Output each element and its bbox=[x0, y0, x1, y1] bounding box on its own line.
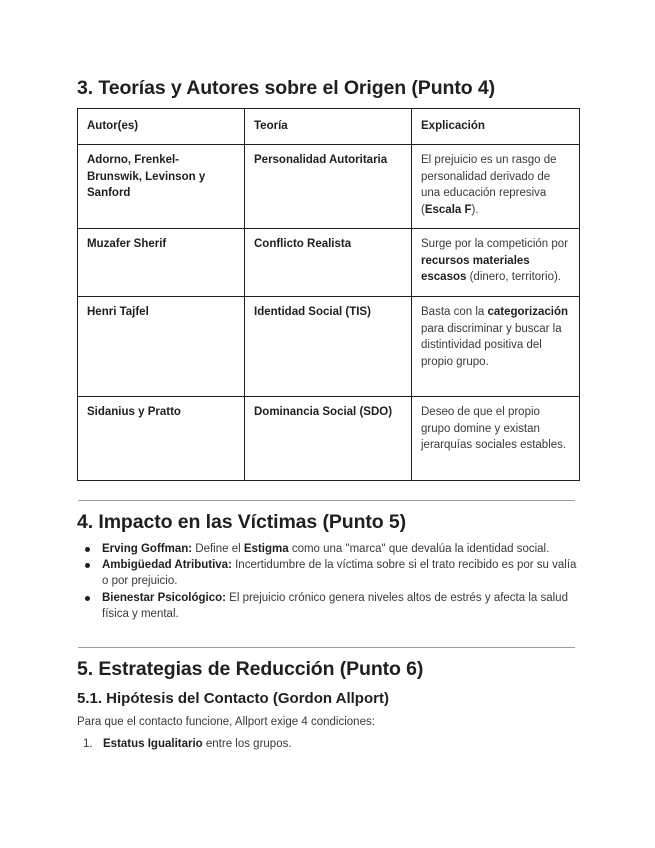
impact-bullet-list bbox=[77, 541, 577, 622]
table-row bbox=[78, 397, 580, 481]
explanation-text: Deseo de que el propio grupo domine y existan jerarquías sociales estables. bbox=[421, 406, 567, 451]
bullet-icon bbox=[85, 596, 90, 601]
explanation-bold: categorización bbox=[487, 306, 569, 318]
header-explanation: Explicación bbox=[412, 109, 580, 145]
explanation-cell bbox=[412, 229, 580, 297]
bullet-term: Bienestar Psicológico: bbox=[102, 591, 226, 604]
bullet-text: El prejuicio crónico genera niveles altos de estrés y afecta la salud física y mental. bbox=[102, 591, 568, 620]
theory-cell: Identidad Social (TIS) bbox=[245, 297, 412, 397]
list-item bbox=[77, 738, 292, 750]
condition-text: entre los grupos. bbox=[202, 738, 292, 750]
bullet-bold: Estigma bbox=[243, 543, 289, 555]
table-row bbox=[78, 297, 580, 397]
header-authors: Autor(es) bbox=[78, 109, 245, 145]
contact-intro-text: Para que el contacto funcione, Allport exige 4 condiciones: bbox=[77, 716, 375, 728]
section-5-title: 5. Estrategias de Reducción (Punto 6) bbox=[77, 658, 424, 680]
theory-cell: Personalidad Autoritaria bbox=[245, 145, 412, 229]
bullet-text: como una "marca" que devalúa la identidad social. bbox=[288, 543, 550, 555]
table-header-row bbox=[78, 109, 580, 145]
theory-cell: Dominancia Social (SDO) bbox=[245, 397, 412, 481]
condition-bold: Estatus Igualitario bbox=[103, 738, 203, 750]
section-4-title: 4. Impacto en las Víctimas (Punto 5) bbox=[77, 511, 407, 533]
list-item bbox=[77, 557, 577, 589]
explanation-bold: recursos materiales escasos bbox=[421, 254, 530, 283]
table-row bbox=[78, 145, 580, 229]
bullet-icon bbox=[85, 547, 90, 552]
horizontal-divider bbox=[78, 647, 575, 648]
authors-cell: Sidanius y Pratto bbox=[78, 397, 245, 481]
explanation-cell bbox=[412, 297, 580, 397]
bullet-term: Ambigüedad Atributiva: bbox=[102, 559, 232, 572]
explanation-text: para discriminar y buscar la distintividad positiva del propio grupo. bbox=[421, 322, 562, 368]
explanation-text: ). bbox=[471, 203, 479, 216]
section-5-1-subtitle: 5.1. Hipótesis del Contacto (Gordon Allport) bbox=[77, 690, 389, 707]
explanation-text: Basta con la bbox=[421, 306, 488, 318]
explanation-text: Surge por la competición por bbox=[421, 238, 569, 250]
list-item bbox=[77, 541, 577, 557]
authors-cell: Henri Tajfel bbox=[78, 297, 245, 397]
explanation-cell bbox=[412, 145, 580, 229]
bullet-icon bbox=[85, 563, 90, 568]
explanation-text: (dinero, territorio). bbox=[466, 271, 561, 283]
bullet-text: Incertidumbre de la víctima sobre si el trato recibido es por su valía o por prejuicio. bbox=[102, 559, 577, 588]
horizontal-divider bbox=[78, 500, 575, 501]
explanation-text: El prejuicio es un rasgo de personalidad derivado de una educación represiva ( bbox=[421, 154, 557, 216]
bullet-text: Define el bbox=[192, 543, 244, 555]
section-3-title: 3. Teorías y Autores sobre el Origen (Punto 4) bbox=[77, 77, 495, 99]
explanation-bold: Escala F bbox=[424, 203, 472, 216]
list-item bbox=[77, 590, 577, 622]
theories-table bbox=[77, 108, 580, 481]
theory-cell: Conflicto Realista bbox=[245, 229, 412, 297]
bullet-term: Erving Goffman: bbox=[102, 543, 193, 555]
authors-cell: Muzafer Sherif bbox=[78, 229, 245, 297]
explanation-cell bbox=[412, 397, 580, 481]
authors-cell: Adorno, Frenkel-Brunswik, Levinson y Sanford bbox=[78, 145, 245, 229]
header-theory: Teoría bbox=[245, 109, 412, 145]
list-number: 1. bbox=[83, 738, 93, 750]
conditions-list bbox=[77, 738, 292, 750]
table-row bbox=[78, 229, 580, 297]
